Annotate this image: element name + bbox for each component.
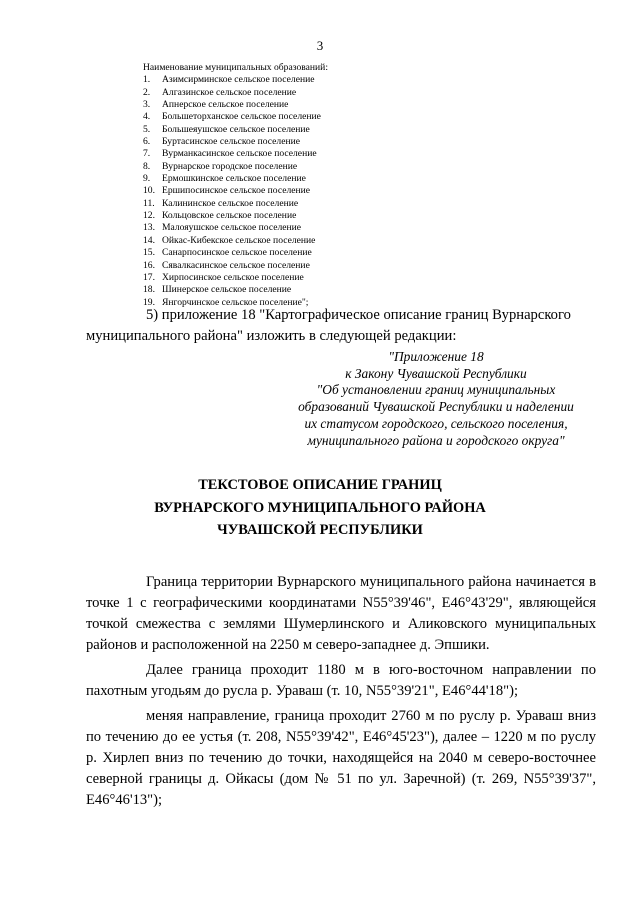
list-item-number: 14.: [143, 234, 155, 246]
body-paragraph-3: меняя направление, граница проходит 2760 м по руслу р. Ураваш вниз по течению до ее устья (т. 208, N55°39'42", E46°45'23"), далее – 1220 м по руслу р. Хирлеп вниз по течению до точки, находящейся на 2040 м северо-восточнее северной границы д. Ойкасы (дом № 51 по ул. Заречной) (т. 269, N55°39'37", E46°46'13");: [86, 708, 596, 808]
list-item-name: Ойкас-Кибекское сельское поселение: [162, 234, 316, 246]
list-item-name: Калининское сельское поселение: [162, 197, 299, 209]
municipal-list-items: [143, 74, 328, 309]
appendix-header: [286, 349, 586, 449]
list-item-name: Малояушское сельское поселение: [162, 222, 302, 234]
list-item: [143, 198, 328, 210]
body-paragraph-1: Граница территории Вурнарского муниципального района начинается в точке 1 с географическими координатами N55°39'46", E46°43'29", являющейся точкой смежества с землями Шумерлинского и Аликовского муниципальных районов и расположенной на 2250 м северо-западнее д. Эпшики.: [86, 574, 596, 653]
list-item: [143, 210, 328, 222]
list-item-name: Ермошкинское сельское поселение: [162, 173, 306, 185]
list-item-number: 7.: [143, 148, 151, 160]
list-item-number: 9.: [143, 173, 151, 185]
page-number: 3: [316, 38, 324, 53]
list-item: [143, 148, 328, 160]
appendix-line-1: "Приложение 18: [388, 349, 484, 364]
list-item: [143, 284, 328, 296]
list-item: [143, 124, 328, 136]
list-item-number: 4.: [143, 111, 151, 123]
list-item: [143, 161, 328, 173]
list-item: [143, 247, 328, 259]
list-item: [143, 74, 328, 86]
document-title: [0, 474, 640, 542]
list-item-number: 16.: [143, 259, 155, 271]
amendment-paragraph: [86, 305, 596, 347]
list-item-number: 6.: [143, 136, 151, 148]
list-item: [143, 185, 328, 197]
amendment-line-1: 5) приложение 18 "Картографическое описание границ Вурнарского: [146, 307, 571, 323]
list-item-name: Шинерское сельское поселение: [162, 284, 292, 296]
list-item-number: 5.: [143, 123, 151, 135]
list-item-name: Янгорчинское сельское поселение";: [162, 296, 309, 308]
list-item-number: 18.: [143, 284, 155, 296]
list-item-name: Апнерское сельское поселение: [162, 99, 289, 111]
municipal-list: [143, 62, 328, 309]
list-item-number: 8.: [143, 160, 151, 172]
list-item-number: 1.: [143, 74, 151, 86]
list-item-name: Вурнарское городское поселение: [162, 160, 298, 172]
list-item-name: Большеторханское сельское поселение: [162, 111, 321, 123]
list-item-name: Алгазинское сельское поселение: [162, 86, 297, 98]
list-item: [143, 272, 328, 284]
title-line-2: ВУРНАРСКОГО МУНИЦИПАЛЬНОГО РАЙОНА: [154, 499, 486, 516]
list-item-name: Хирпосинское сельское поселение: [162, 271, 304, 283]
body-text: [86, 572, 596, 811]
amendment-line-2: муниципального района" изложить в следующей редакции:: [86, 328, 457, 344]
list-item-number: 17.: [143, 271, 155, 283]
list-item-name: Вурманкасинское сельское поселение: [162, 148, 317, 160]
list-item: [143, 87, 328, 99]
list-item-number: 15.: [143, 247, 155, 259]
list-item-number: 13.: [143, 222, 155, 234]
list-item-number: 19.: [143, 296, 155, 308]
appendix-line-4: образований Чувашской Республики и наделении: [298, 399, 574, 415]
list-item: [143, 111, 328, 123]
list-item-name: Сявалкасинское сельское поселение: [162, 259, 310, 271]
list-item-number: 11.: [143, 197, 155, 209]
list-item-name: Большеяушское сельское поселение: [162, 123, 310, 135]
appendix-line-5: их статусом городского, сельского поселения,: [304, 415, 568, 431]
list-item-name: Азимсирминское сельское поселение: [162, 74, 315, 86]
list-item-number: 12.: [143, 210, 155, 222]
list-item: [143, 222, 328, 234]
list-item: [143, 260, 328, 272]
list-item-name: Буртасинское сельское поселение: [162, 136, 301, 148]
list-item: [143, 136, 328, 148]
appendix-line-3: "Об установлении границ муниципальных: [316, 382, 556, 398]
list-item-name: Ершипосинское сельское поселение: [162, 185, 311, 197]
appendix-line-2: к Закону Чувашской Республики: [345, 365, 527, 381]
appendix-line-6: муниципального района и городского округа": [307, 432, 565, 448]
municipal-list-heading: Наименование муниципальных образований:: [143, 62, 328, 73]
list-item-number: 2.: [143, 86, 151, 98]
list-item-name: Кольцовское сельское поселение: [162, 210, 297, 222]
list-item: [143, 99, 328, 111]
list-item: [143, 235, 328, 247]
list-item: [143, 173, 328, 185]
list-item-number: 10.: [143, 185, 155, 197]
list-item-number: 3.: [143, 99, 151, 111]
title-line-1: ТЕКСТОВОЕ ОПИСАНИЕ ГРАНИЦ: [198, 477, 442, 493]
body-paragraph-2: Далее граница проходит 1180 м в юго-восточном направлении по пахотным угодьям до русла р. Ураваш (т. 10, N55°39'21", E46°44'18");: [86, 662, 596, 699]
title-line-3: ЧУВАШСКОЙ РЕСПУБЛИКИ: [217, 522, 423, 538]
list-item-name: Санарпосинское сельское поселение: [162, 247, 312, 259]
